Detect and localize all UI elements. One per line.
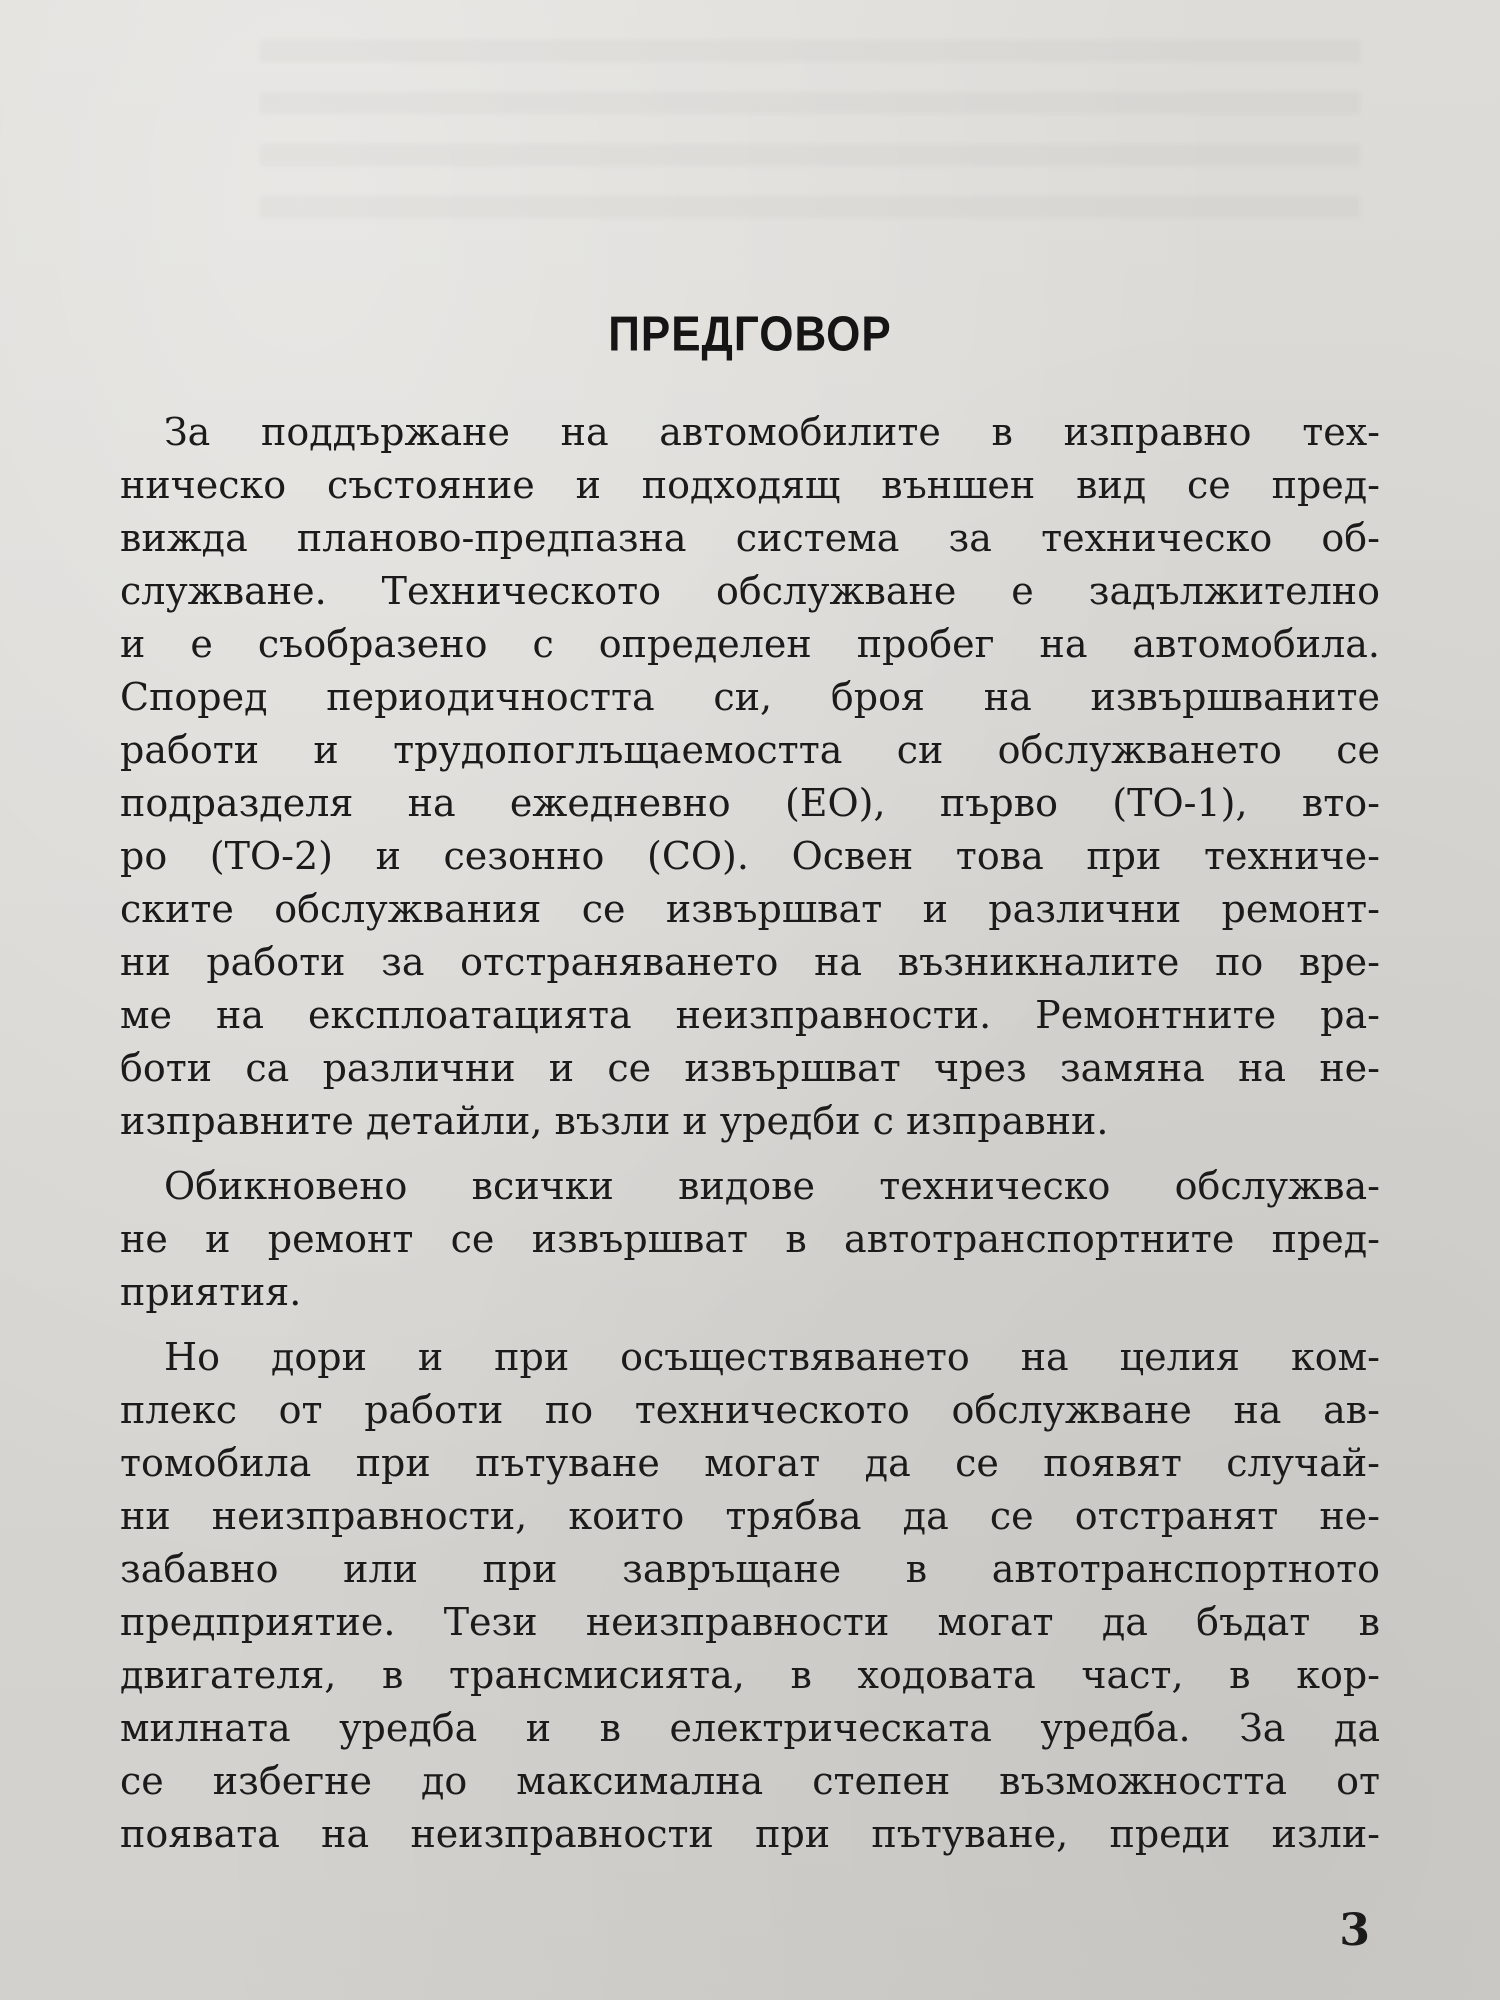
text-line: вижда планово-предпазна система за техническо об- bbox=[120, 516, 1380, 560]
text-line: приятия. bbox=[120, 1270, 302, 1314]
text-line: предприятие. Тези неизправности могат да бъдат в bbox=[120, 1600, 1380, 1644]
page-number: 3 bbox=[1339, 1905, 1370, 1956]
text-line: появата на неизправности при пътуване, преди изли- bbox=[120, 1812, 1380, 1856]
text-line: ме на експлоатацията неизправности. Ремонтните ра- bbox=[120, 993, 1380, 1037]
text-line: Според периодичността си, броя на извършваните bbox=[120, 675, 1380, 719]
text-line: се избегне до максимална степен възможността от bbox=[120, 1759, 1380, 1803]
text-line: боти са различни и се извършват чрез замяна на не- bbox=[120, 1046, 1380, 1090]
text-line: забавно или при завръщане в автотранспортното bbox=[120, 1547, 1380, 1591]
text-line: томобила при пътуване могат да се появят случай- bbox=[120, 1441, 1380, 1485]
text-line: Обикновено всички видове техническо обслужва- bbox=[164, 1164, 1380, 1208]
paragraph-2 bbox=[120, 1160, 1380, 1319]
text-line: работи и трудопоглъщаемостта си обслужването се bbox=[120, 728, 1380, 772]
text-line: ските обслужвания се извършват и различни ремонт- bbox=[120, 887, 1380, 931]
text-line: плекс от работи по техническото обслужване на ав- bbox=[120, 1388, 1380, 1432]
text-line: двигателя, в трансмисията, в ходовата част, в кор- bbox=[120, 1653, 1380, 1697]
text-line: не и ремонт се извършват в автотранспортните пред- bbox=[120, 1217, 1380, 1261]
text-line: милната уредба и в електрическата уредба. За да bbox=[120, 1706, 1380, 1750]
text-block bbox=[120, 307, 1380, 1873]
text-line: ни неизправности, които трябва да се отстранят не- bbox=[120, 1494, 1380, 1538]
text-line: ническо състояние и подходящ външен вид се пред- bbox=[120, 463, 1380, 507]
page-heading: ПРЕДГОВОР bbox=[608, 307, 892, 362]
text-line: За поддържане на автомобилите в изправно тех- bbox=[164, 410, 1380, 454]
text-line: подразделя на ежедневно (ЕО), първо (ТО-1), вто- bbox=[120, 781, 1380, 825]
paragraph-1 bbox=[120, 406, 1380, 1148]
text-line: и е съобразено с определен пробег на автомобила. bbox=[120, 622, 1380, 666]
text-line: служване. Техническото обслужване е задължително bbox=[120, 569, 1380, 613]
text-line: изправните детайли, възли и уредби с изправни. bbox=[120, 1099, 1109, 1143]
text-line: ро (ТО-2) и сезонно (СО). Освен това при техниче- bbox=[120, 834, 1380, 878]
text-line: Но дори и при осъществяването на целия ком- bbox=[164, 1335, 1380, 1379]
show-through-text bbox=[260, 40, 1360, 240]
text-line: ни работи за отстраняването на възникналите по вре- bbox=[120, 940, 1380, 984]
paragraph-3 bbox=[120, 1331, 1380, 1861]
